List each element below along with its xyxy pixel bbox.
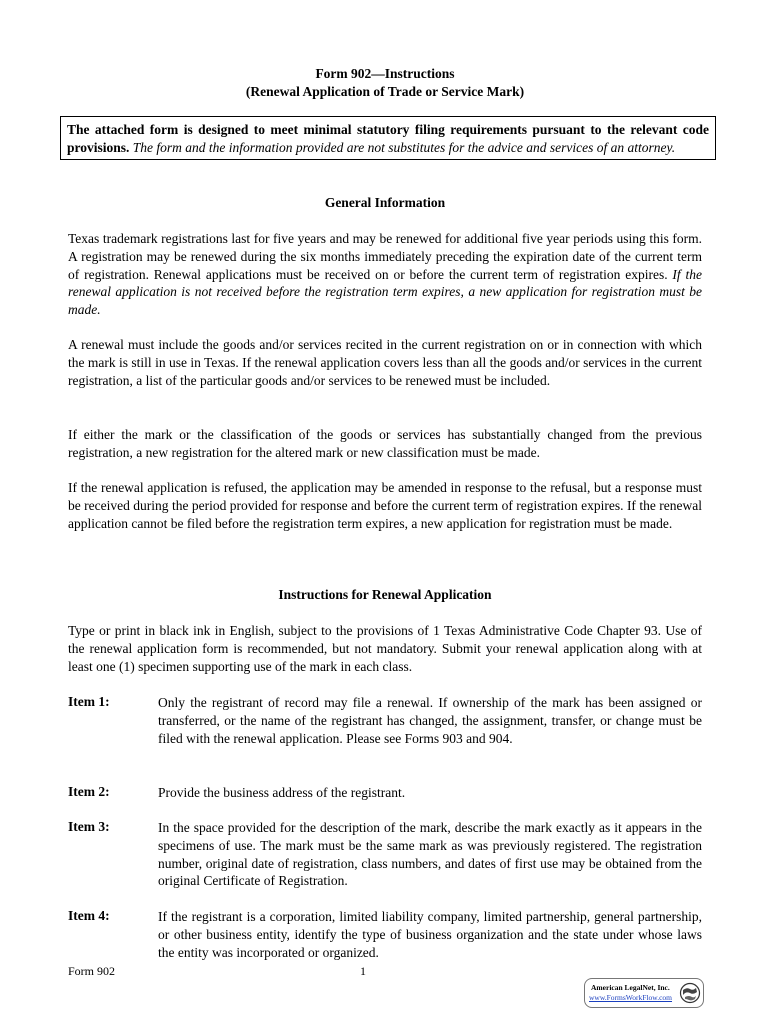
item-2-text: Provide the business address of the registrant. [158,785,406,800]
general-paragraph-2: A renewal must include the goods and/or services recited in the current registration on or in connection with which the mark is still in use in Texas. If the renewal application covers less than all the goods and/or services in the current registration, a list of the particular goods and/or services to be renewed must be included. [68,337,702,388]
general-paragraph-1-text: Texas trademark registrations last for five years and may be renewed for additional five year periods using this form. A registration may be renewed during the six months immediately preceding the expiration date of the current term of registration. Renewal applications must be received on or before the current term of registration expires. [68,231,702,282]
item-4-text: If the registrant is a corporation, limited liability company, limited partnership, general partnership, or other business entity, identify the type of business organization and the state under whose laws the entity was incorporated or organized. [158,909,702,960]
instructions-intro: Type or print in black ink in English, subject to the provisions of 1 Texas Administrative Code Chapter 93. Use of the renewal application form is recommended, but not mandatory. Submit your renewal application along with at least one (1) specimen supporting use of the mark in each class. [68,623,702,674]
globe-logo-icon [679,982,701,1004]
american-legalnet-badge[interactable] [584,978,704,1008]
footer-form-name: Form 902 [68,964,116,978]
general-information-heading: General Information [324,195,446,210]
instructions-heading: Instructions for Renewal Application [278,587,492,602]
badge-url-link[interactable]: www.FormsWorkFlow.com [589,993,673,1002]
page-title: Form 902—Instructions [315,66,455,81]
item-3-label: Item 3: [68,819,110,834]
notice-box [60,116,716,160]
item-2-label: Item 2: [68,784,110,799]
notice-italic-text: The form and the information provided are not substitutes for the advice and services of an attorney. [132,140,676,155]
footer-page-number: 1 [360,964,366,978]
general-paragraph-1-italic: If the renewal application is not received before the registration term expires, a new application for registration must be made. [68,266,702,318]
notice-bold-text: The attached form is designed to meet minimal statutory filing requirements pursuant to the relevant code provisions. [67,122,709,155]
item-1-text: Only the registrant of record may file a renewal. If ownership of the mark has been assigned or transferred, or the name of the registrant has changed, the assignment, transfer, or change must be filed with the renewal application. Please see Forms 903 and 904. [158,695,702,746]
badge-company-name: American LegalNet, Inc. [591,983,670,992]
general-paragraph-3: If either the mark or the classification of the goods or services has substantially changed from the previous registration, a new registration for the altered mark or new classification must be made. [68,427,702,460]
general-paragraph-1 [68,230,702,319]
general-paragraph-4: If the renewal application is refused, the application may be amended in response to the refusal, but a response must be received during the period provided for response and before the current term of registration expires. If the renewal application cannot be filed before the registration term expires, a new application for registration must be made. [68,480,702,531]
item-3-text: In the space provided for the description of the mark, describe the mark exactly as it appears in the specimens of use. The mark must be the same mark as was previously registered. The registration number, original date of registration, class numbers, and dates of first use may be obtained from the original Certificate of Registration. [158,820,702,889]
item-4-label: Item 4: [68,908,110,923]
page-subtitle: (Renewal Application of Trade or Service Mark) [245,84,525,99]
item-1-label: Item 1: [68,694,110,709]
